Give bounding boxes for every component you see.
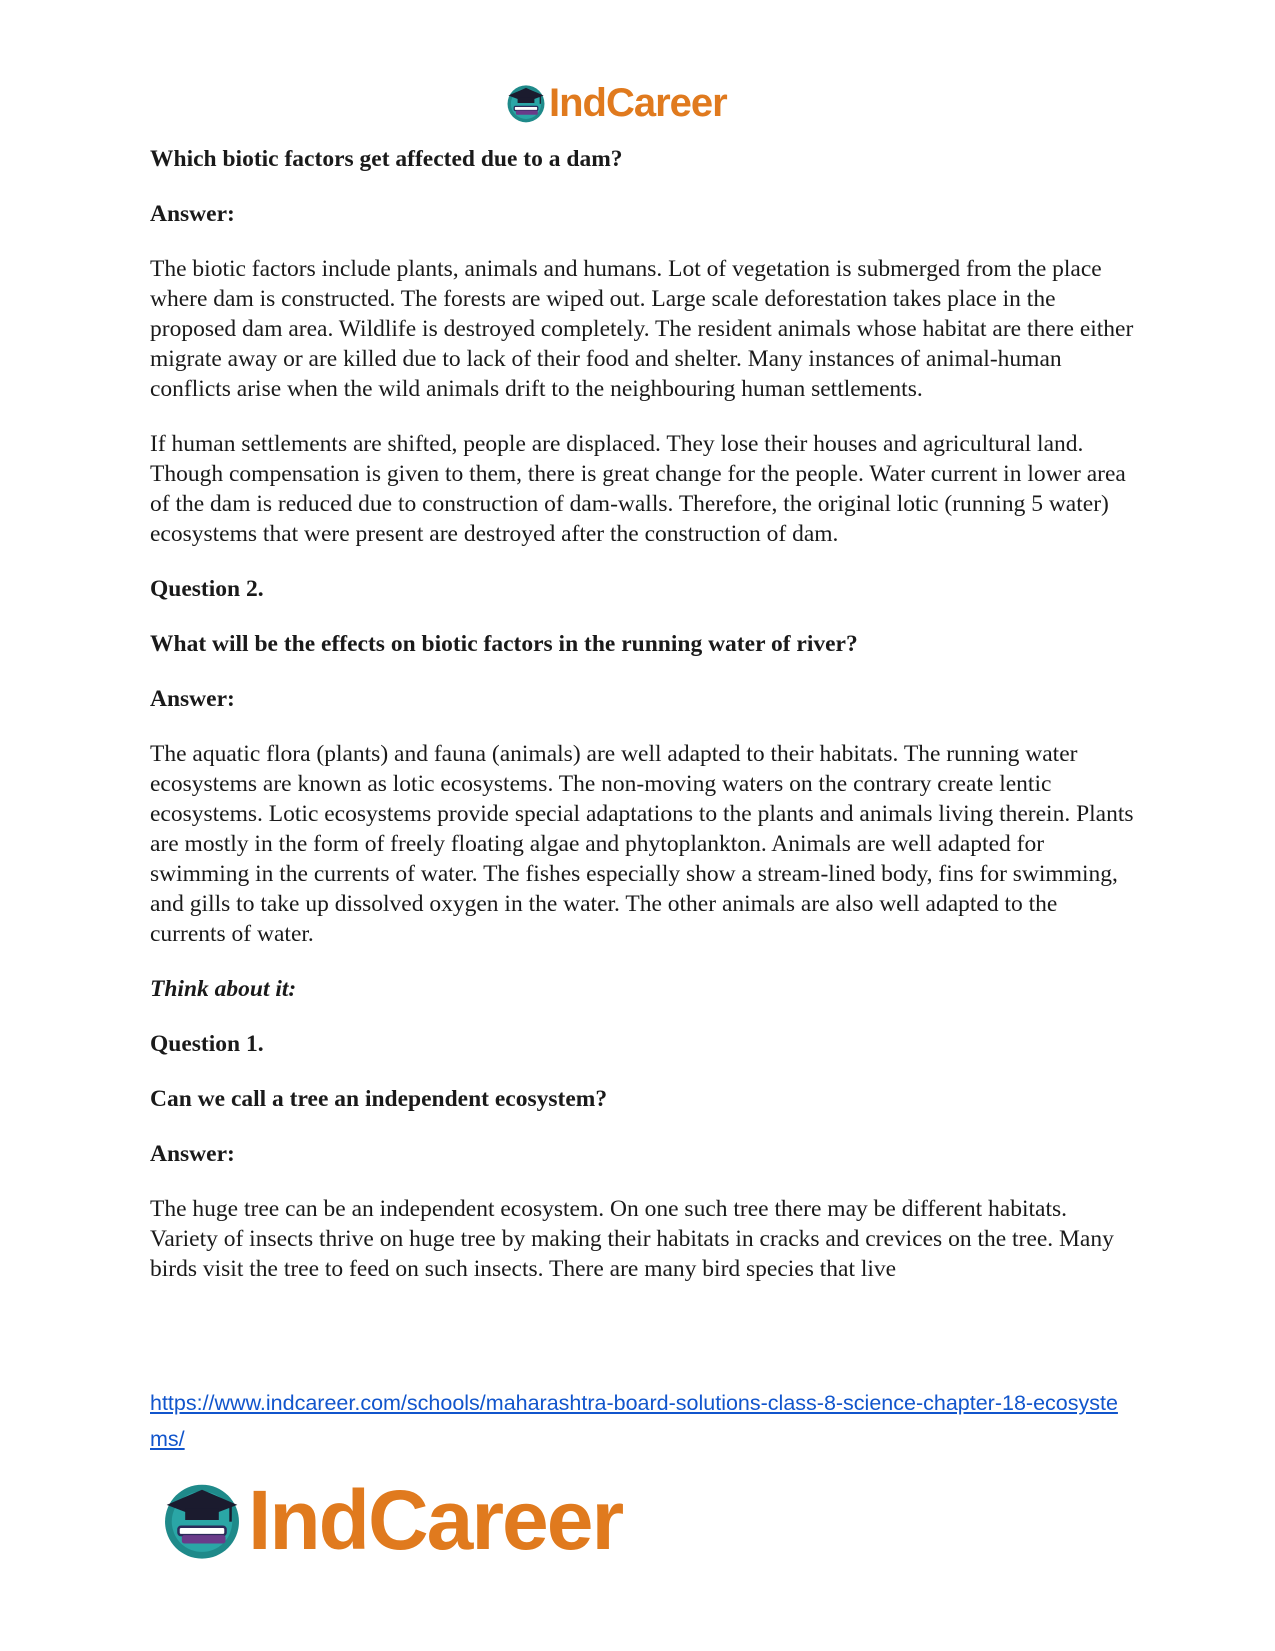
answer-label: Answer: [150,1141,235,1167]
document-body [150,144,1135,1284]
answer-paragraph: The biotic factors include plants, animals and humans. Lot of vegetation is submerged from the place where dam is constructed. The forests are wiped out. Large scale deforestation takes place in the proposed dam area. Wildlife is destroyed completely. The resident animals whose habitat are there either migrate away or are killed due to lack of their food and shelter. Many instances of animal-human conflicts arise when the wild animals drift to the neighbouring human settlements. [150,256,1134,402]
answer-label: Answer: [150,686,235,712]
answer-label: Answer: [150,201,235,227]
question-text: Can we call a tree an independent ecosystem? [150,1086,608,1112]
answer-paragraph: The huge tree can be an independent ecosystem. On one such tree there may be different habitats. Variety of insects thrive on huge tree by making their habitats in cracks and crevices on the tree. Many birds visit the tree to feed on such insects. There are many bird species that live [150,1196,1114,1282]
footer-logo [160,1472,623,1567]
question-text: Which biotic factors get affected due to a dam? [150,146,623,172]
header-logo-text: IndCareer [549,80,727,125]
answer-paragraph: If human settlements are shifted, people are displaced. They lose their houses and agricultural land. Though compensation is given to them, there is great change for the people. Water current in lower area of the dam is reduced due to construction of dam-walls. Therefore, the original lotic (running 5 water) ecosystems that were present are destroyed after the construction of dam. [150,431,1126,547]
header-logo [505,80,727,126]
section-heading: Think about it: [150,976,297,1002]
footer-link-container [150,1385,1135,1457]
source-link[interactable]: https://www.indcareer.com/schools/maharashtra-board-solutions-class-8-science-chapter-18-ecosystems/ [150,1391,1118,1451]
question-text: What will be the effects on biotic factors in the running water of river? [150,631,858,657]
footer-logo-text: IndCareer [248,1472,623,1567]
graduation-cap-book-icon [505,82,547,124]
graduation-cap-book-icon [160,1478,244,1562]
answer-paragraph: The aquatic flora (plants) and fauna (animals) are well adapted to their habitats. The running water ecosystems are known as lotic ecosystems. The non-moving waters on the contrary create lentic ecosystems. Lotic ecosystems provide special adaptations to the plants and animals living therein. Plants are mostly in the form of freely floating algae and phytoplankton. Animals are well adapted for swimming in the currents of water. The fishes especially show a stream-lined body, fins for swimming, and gills to take up dissolved oxygen in the water. The other animals are also well adapted to the currents of water. [150,741,1134,947]
question-number: Question 1. [150,1031,264,1057]
question-number: Question 2. [150,576,264,602]
